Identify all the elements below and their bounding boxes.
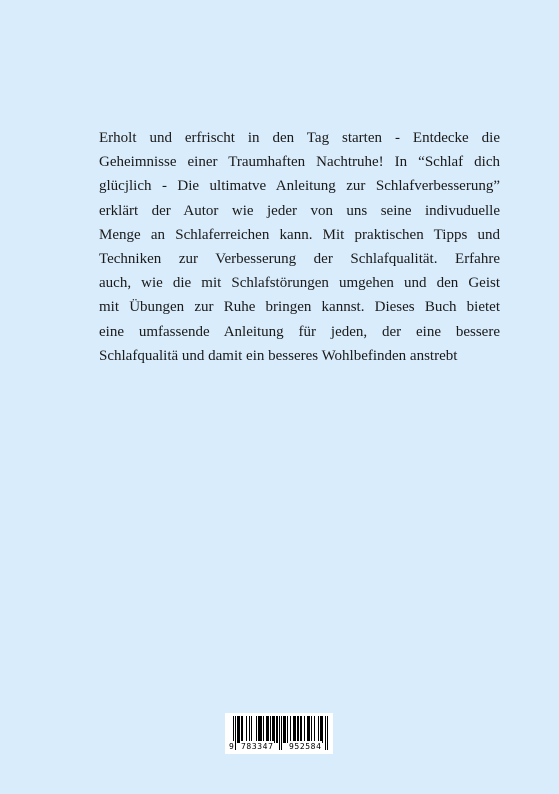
barcode-left-digits: 783347 [241, 742, 274, 751]
barcode-bar [274, 716, 275, 743]
barcode-bar [272, 716, 273, 743]
barcode-bar [260, 716, 261, 743]
barcode-bar [241, 716, 242, 743]
isbn-barcode [225, 713, 333, 754]
barcode-bar [237, 716, 238, 743]
barcode-bar [318, 716, 319, 743]
barcode-bar [263, 716, 264, 743]
barcode-bar [266, 716, 267, 743]
barcode-bar [321, 716, 322, 743]
barcode-bar [304, 716, 305, 743]
barcode-bar [284, 716, 285, 743]
barcode-bar [301, 716, 302, 743]
barcode-bar [276, 716, 277, 743]
barcode-bar [238, 716, 239, 743]
blurb-line: Menge an Schlaferreichen kann. Mit praktischen Tipps und [99, 226, 500, 243]
barcode-bar [267, 716, 268, 743]
blurb-line: Geheimnisse einer Traumhaften Nachtruhe! In “Schlaf dich [99, 154, 500, 171]
blurb-line: Techniken zur Verbesserung der Schlafqualität. Erfahre [99, 251, 500, 268]
cover-blurb [99, 126, 500, 368]
barcode-bar [314, 716, 315, 743]
barcode-right-digits: 952584 [289, 742, 322, 751]
barcode-bar [270, 716, 271, 743]
barcode-bar [249, 716, 250, 743]
barcode-bar [277, 716, 278, 743]
barcode-bar [294, 716, 295, 743]
barcode-bar [309, 716, 310, 743]
blurb-line: mit Übungen zur Ruhe bringen kannst. Dieses Buch bietet [99, 299, 500, 316]
barcode-bar [258, 716, 259, 743]
barcode-bar [287, 716, 288, 743]
barcode-bar [311, 716, 312, 743]
barcode-bar [239, 716, 240, 743]
barcode-bar [308, 716, 309, 743]
barcode-bar [293, 716, 294, 743]
blurb-line: Schlafqualitä und damit ein besseres Wohlbefinden anstrebt [99, 347, 458, 364]
barcode-bar [290, 716, 291, 743]
barcode-bar [256, 716, 257, 743]
blurb-line: erklärt der Autor wie jeder von uns seine indivuduelle [99, 202, 500, 219]
blurb-line: auch, wie die mit Schlafstörungen umgehen und den Geist [99, 275, 500, 292]
barcode-bar [251, 716, 252, 743]
barcode-bar [300, 716, 301, 743]
barcode-bar [283, 716, 284, 743]
blurb-line: glücjlich - Die ultimatve Anleitung zur Schlafverbesserung” [99, 178, 500, 195]
blurb-line: eine umfassende Anleitung für jeden, der eine bessere [99, 323, 500, 340]
barcode-bar [273, 716, 274, 743]
barcode-bar [285, 716, 286, 743]
barcode-bar [268, 716, 269, 743]
barcode-digits [225, 741, 333, 752]
barcode-bar [295, 716, 296, 743]
barcode-bar [259, 716, 260, 743]
barcode-bar [246, 716, 247, 743]
barcode-bar [322, 716, 323, 743]
blurb-line: Erholt und erfrischt in den Tag starten - Entdecke die [99, 130, 500, 146]
barcode-bar [242, 716, 243, 743]
barcode-bar [320, 716, 321, 743]
barcode-bar [298, 716, 299, 743]
barcode-bar [307, 716, 308, 743]
barcode-bar [261, 716, 262, 743]
barcode-first-digit: 9 [229, 742, 235, 751]
barcode-bar [297, 716, 298, 743]
